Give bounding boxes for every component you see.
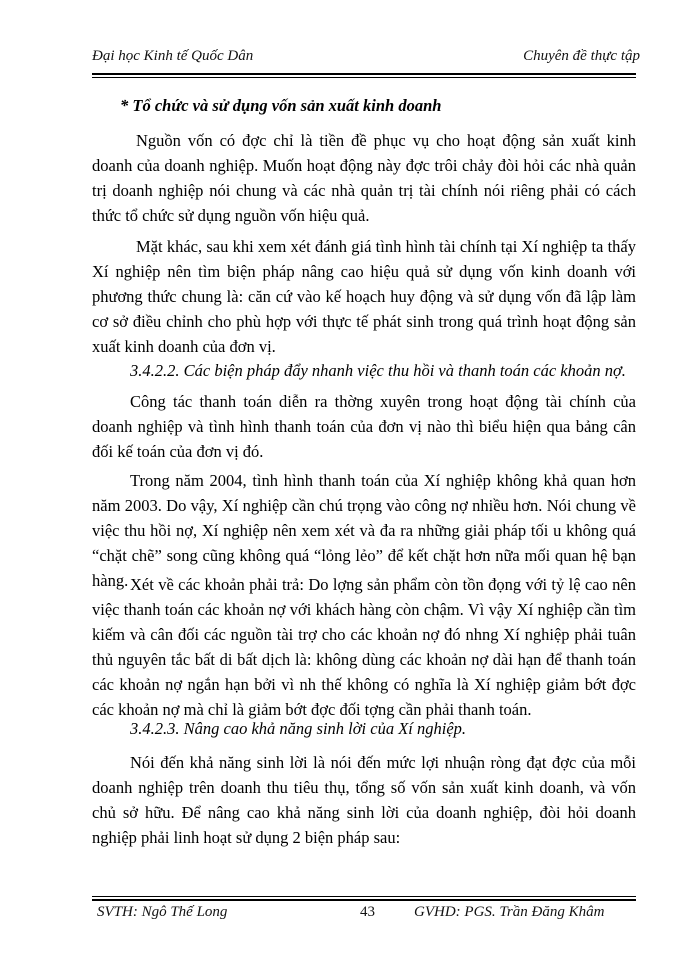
- heading-3422: 3.4.2.2. Các biện pháp đẩy nhanh việc thu hồi và thanh toán các khoản nợ.: [130, 361, 626, 380]
- heading-3423: 3.4.2.3. Nâng cao khả năng sinh lời của Xí nghiệp.: [130, 719, 467, 738]
- header-rule-thin: [92, 77, 636, 78]
- footer-rule-thin: [92, 896, 636, 897]
- paragraph-2: Mặt khác, sau khi xem xét đánh giá tình hình tài chính tại Xí nghiệp ta thấy Xí nghiệp nên tìm biện pháp nâng cao hiệu quả sử dụng vốn kinh doanh với phương thức chung là: căn cứ vào kế hoạch huy động và sử dụng vốn đã lập làm cơ sở điều chỉnh cho phù hợp với thực tế phát sinh trong quá trình hoạt động sản xuất kinh doanh của đơn vị.: [92, 237, 636, 356]
- paragraph-5: Xét về các khoản phải trả: Do lợng sản phẩm còn tồn đọng với tỷ lệ cao nên việc thanh toán các khoản nợ với khách hàng còn chậm. Vì vậy Xí nghiệp cần tìm kiếm và cân đối các nguồn tài trợ cho các khoản nợ đó nhng Xí nghiệp phải tuân thủ nguyên tắc bất di bất dịch là: không dùng các khoản nợ dài hạn để thanh toán các khoản nợ ngắn hạn bởi vì nh thế không có nghĩa là Xí nghiệp giảm bớt đợc các khoản nợ mà chỉ là giảm bớt đợc đối tợng cần phải thanh toán.: [92, 575, 636, 719]
- header-left: Đại học Kinh tế Quốc Dân: [92, 48, 254, 64]
- footer-left: SVTH: Ngô Thế Long: [97, 904, 228, 920]
- footer-rule-thick: [92, 899, 636, 901]
- header-right: Chuyên đề thực tập: [523, 48, 640, 64]
- paragraph-4: Trong năm 2004, tình hình thanh toán của Xí nghiệp không khả quan hơn năm 2003. Do vậy, Xí nghiệp cần chú trọng vào công nợ nhiều hơn. Nói chung về việc thu hồi nợ, Xí nghiệp nên xem xét và đa ra những giải pháp tối u không quá “chặt chẽ” song cũng không quá “lỏng lẻo” để kết chặt hơn nữa mối quan hệ bạn hàng.: [92, 471, 636, 590]
- page-number: 43: [360, 904, 375, 920]
- paragraph-1: Nguồn vốn có đợc chỉ là tiền đề phục vụ cho hoạt động sản xuất kinh doanh của doanh nghiệp. Muốn hoạt động này đợc trôi chảy đòi hỏi các nhà quản trị doanh nghiệp nói chung và các nhà quản trị tài chính nói riêng phải có cách thức tổ chức sử dụng nguồn vốn hiệu quả.: [92, 131, 636, 225]
- heading-org: * Tổ chức và sử dụng vốn sản xuất kinh doanh: [120, 96, 442, 115]
- paragraph-3: Công tác thanh toán diễn ra thờng xuyên trong hoạt động tài chính của doanh nghiệp và tình hình thanh toán của đơn vị nào thì biểu hiện qua bảng cân đối kế toán của đơn vị đó.: [92, 392, 636, 461]
- header-rule-thick: [92, 73, 636, 75]
- paragraph-6: Nói đến khả năng sinh lời là nói đến mức lợi nhuận ròng đạt đợc của mỗi doanh nghiệp trên doanh thu tiêu thụ, tổng số vốn sản xuất kinh doanh, và vốn chủ sở hữu. Để nâng cao khả năng sinh lời của doanh nghiệp, đòi hỏi doanh nghiệp phải linh hoạt sử dụng 2 biện pháp sau:: [92, 753, 636, 847]
- footer-right: GVHD: PGS. Trần Đăng Khâm: [414, 904, 605, 920]
